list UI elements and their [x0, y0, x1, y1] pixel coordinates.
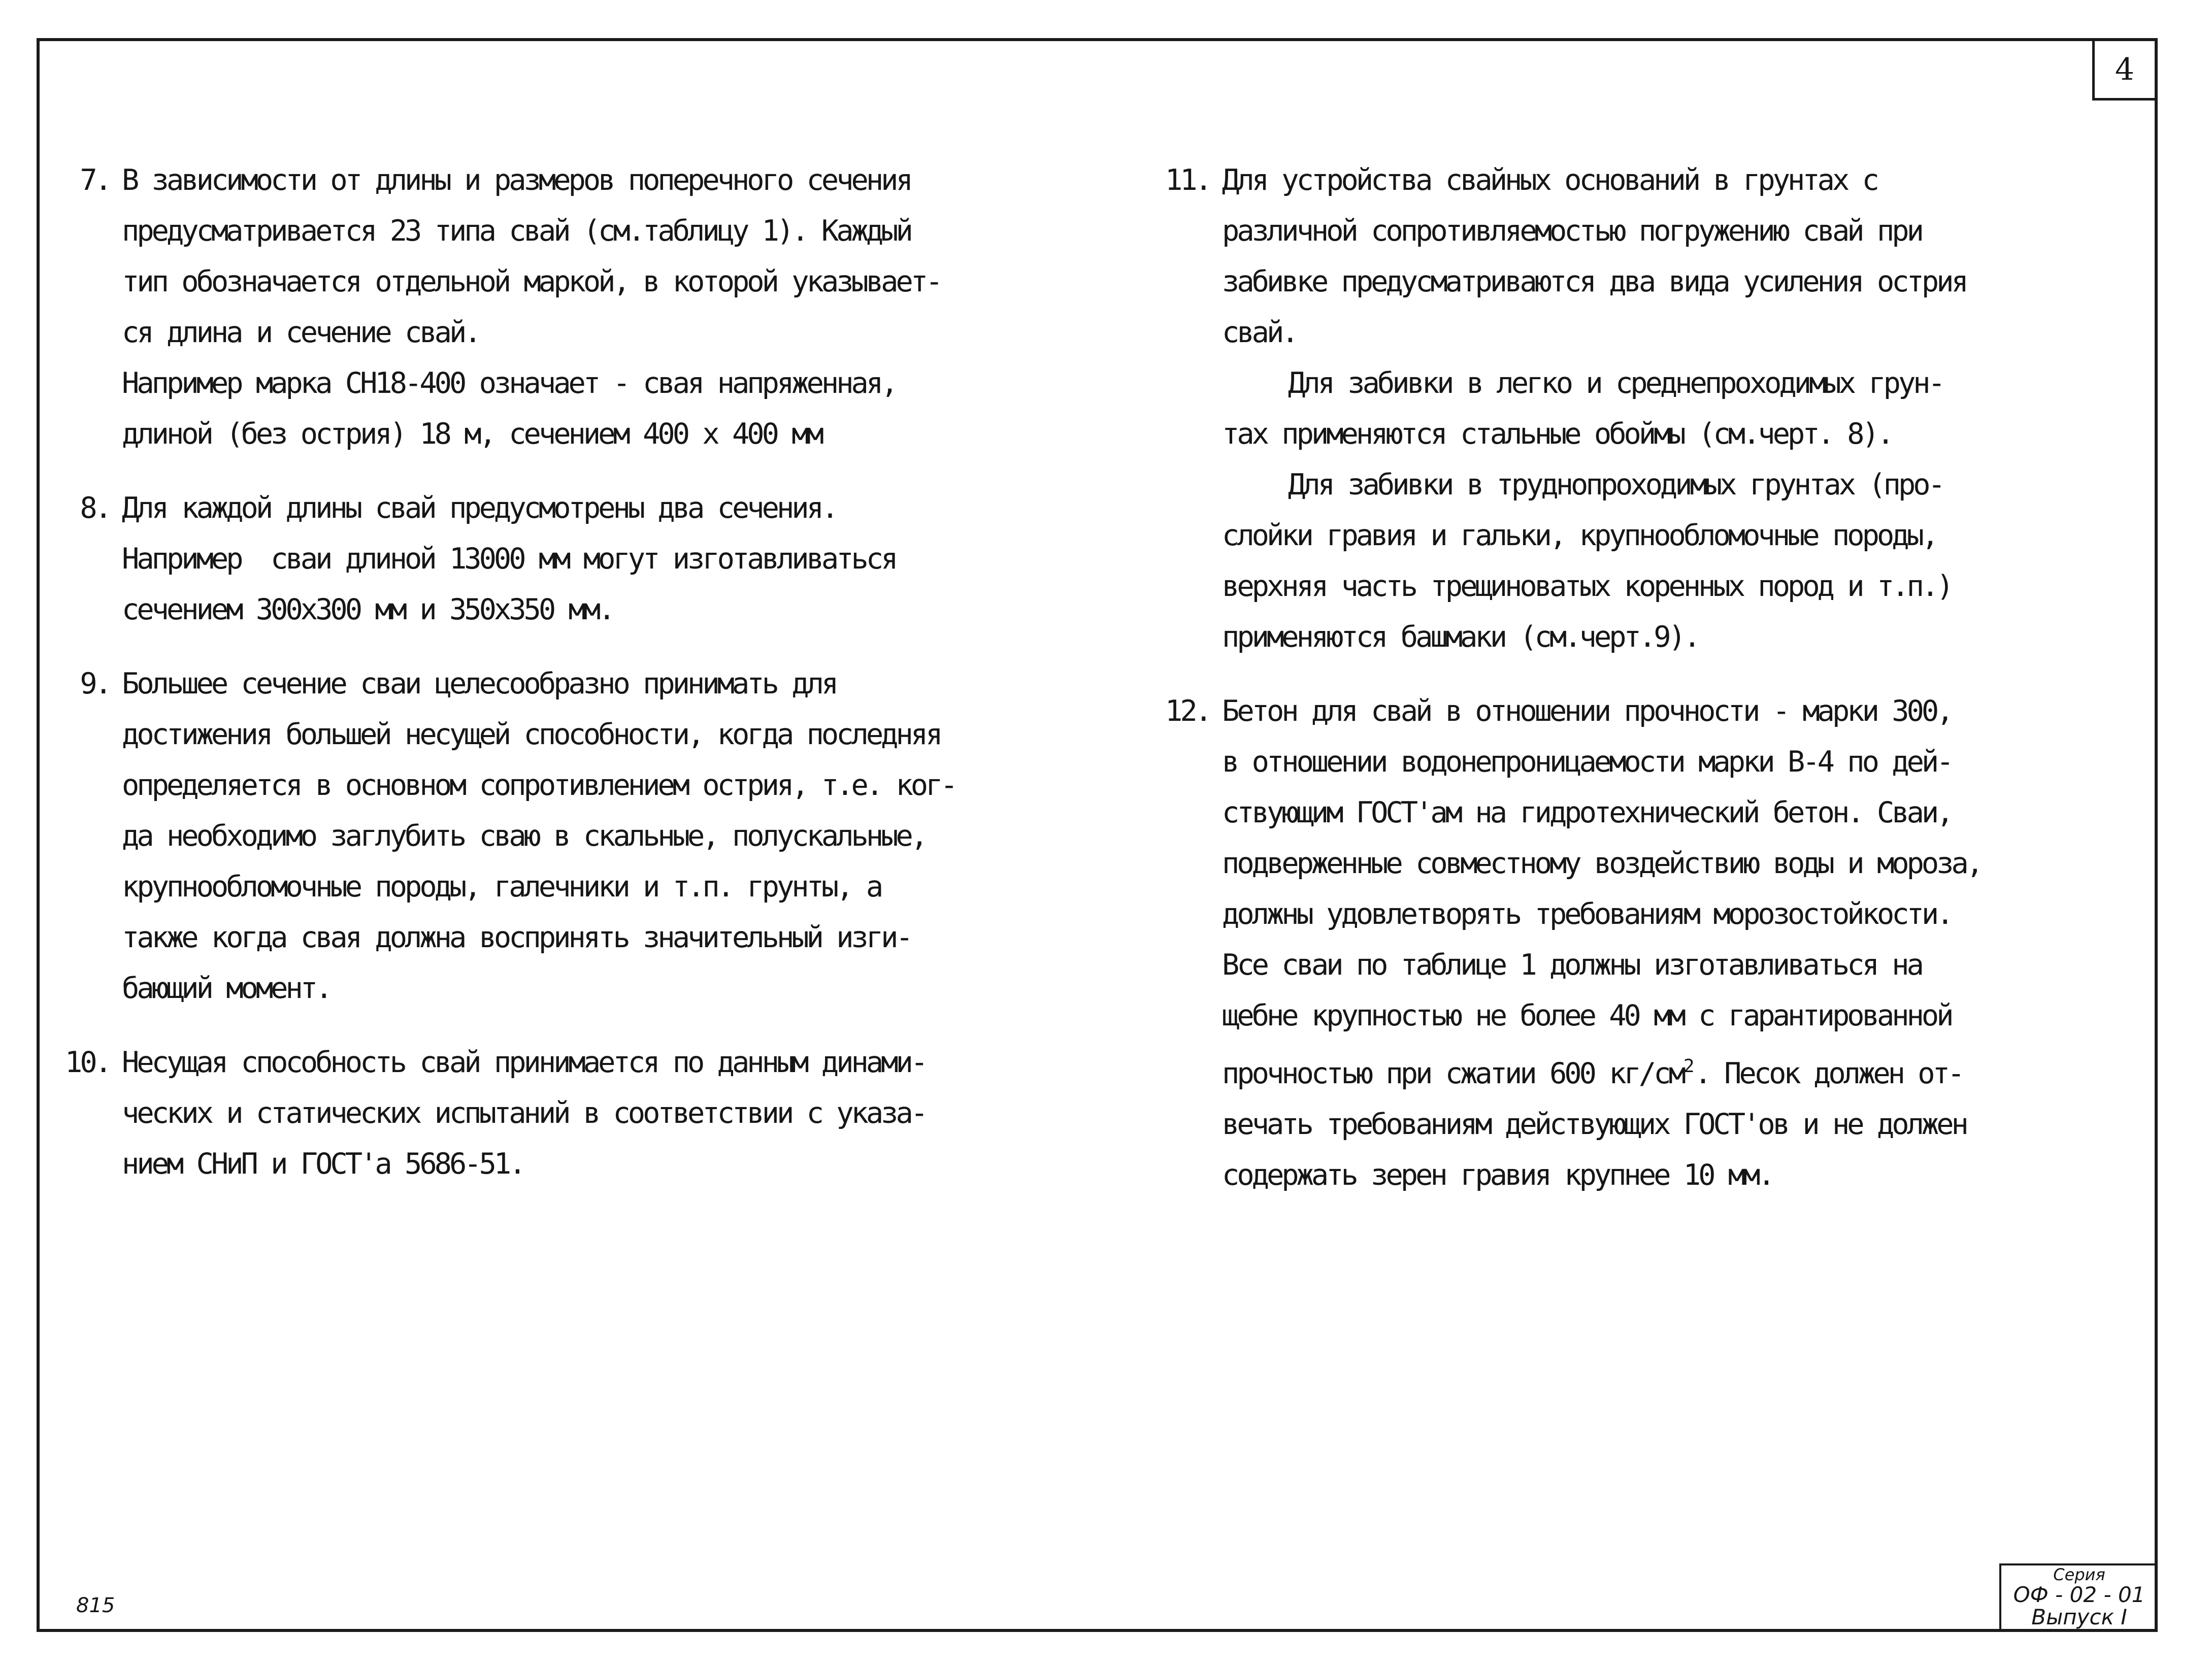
text-line: нием СНиП и ГОСТ'а 5686-51. — [122, 1147, 524, 1181]
list-item-11 — [1155, 155, 2150, 662]
text-line: бающий момент. — [122, 972, 331, 1005]
stamp-series-code: ОФ - 02 - 01 — [2013, 1582, 2145, 1607]
list-item — [55, 658, 1121, 1014]
unit-exponent: 2 — [1683, 1056, 1695, 1077]
text-line: свай. — [1222, 316, 1297, 349]
text-line: Для забивки в труднопроходимых грунтах (про- — [1288, 468, 1943, 502]
text-line: различной сопротивляемостью погружению свай при — [1222, 214, 1922, 248]
left-column — [55, 155, 1121, 1213]
text-line: тип обозначается отдельной маркой, в которой указывает- — [122, 265, 941, 298]
text-line: ческих и статических испытаний в соответствии с указа- — [122, 1096, 926, 1130]
text-line: содержать зерен гравия крупнее 10 мм. — [1222, 1158, 1773, 1192]
text-line: Все сваи по таблице 1 должны изготавливаться на — [1222, 948, 1922, 982]
text-line: Например сваи длиной 13000 мм могут изготавливаться — [122, 542, 896, 576]
list-item-12 — [1155, 686, 2150, 1201]
item-11-paragraph-2 — [1222, 358, 2150, 459]
text-line: применяются башмаки (см.черт.9). — [1222, 620, 1699, 654]
item-number: 12. — [1165, 694, 1210, 728]
text-line: предусматривается 23 типа свай (см.таблицу 1). Каждый — [122, 214, 911, 248]
paragraph — [122, 483, 1121, 635]
list-item — [55, 1037, 1121, 1189]
text-line: верхняя часть трещиноватых коренных пород и т.п.) — [1222, 570, 1952, 603]
text-line: Бетон для свай в отношении прочности - марки 300, — [1222, 694, 1952, 728]
text-line: ся длина и сечение свай. — [122, 316, 479, 349]
text-line: крупнообломочные породы, галечники и т.п. грунты, а — [122, 870, 881, 904]
paragraph — [122, 358, 1121, 459]
item-number: 11. — [1165, 163, 1210, 197]
text-line: слойки гравия и гальки, крупнообломочные породы, — [1222, 519, 1937, 552]
text-line: сечением 300x300 мм и 350x350 мм. — [122, 593, 613, 626]
text-line: ствующим ГОСТ'ам на гидротехнический бетон. Сваи, — [1222, 796, 1952, 829]
series-stamp — [1999, 1563, 2157, 1629]
page-number: 4 — [2092, 41, 2155, 101]
text-line: Для каждой длины свай предусмотрены два сечения. — [122, 491, 837, 525]
text-line: в отношении водонепроницаемости марки В-4 по дей- — [1222, 745, 1952, 779]
strength-text-tail: . Песок должен от- — [1694, 1057, 1963, 1090]
item-number: 10. — [65, 1046, 110, 1079]
text-line: Большее сечение сваи целесообразно принимать для — [122, 667, 837, 701]
text-line: подверженные совместному воздействию воды и мороза, — [1222, 847, 1982, 880]
text-line: вечать требованиям действующих ГОСТ'ов и не должен — [1222, 1108, 1966, 1141]
text-line: Для забивки в легко и среднепроходимых грун- — [1288, 366, 1943, 400]
text-line: Например марка СН18-400 означает - свая напряженная, — [122, 366, 896, 400]
stamp-issue: Выпуск I — [2031, 1605, 2127, 1629]
text-line: достижения большей несущей способности, когда последняя — [122, 718, 941, 751]
right-column — [1155, 155, 2150, 1224]
item-11-paragraph-3 — [1222, 459, 2150, 662]
text-line: забивке предусматриваются два вида усиления острия — [1222, 265, 1966, 298]
text-line: длиной (без острия) 18 м, сечением 400 x 400 мм — [122, 417, 821, 451]
margin-note: 815 — [76, 1594, 115, 1617]
strength-text: прочностью при сжатии 600 кг/см — [1222, 1057, 1683, 1090]
item-number: 8. — [80, 491, 110, 525]
item-number: 9. — [80, 667, 110, 701]
text-line: Для устройства свайных оснований в грунтах с — [1222, 163, 1877, 197]
text-line-strength — [1222, 1041, 2150, 1099]
text-line: также когда свая должна воспринять значительный изги- — [122, 921, 911, 954]
list-item — [55, 155, 1121, 459]
paragraph — [122, 1037, 1121, 1189]
paragraph — [122, 155, 1121, 358]
text-line: Несущая способность свай принимается по данным динами- — [122, 1046, 926, 1079]
item-11-paragraph-1 — [1222, 155, 2150, 358]
list-item — [55, 483, 1121, 635]
stamp-series-label: Серия — [2053, 1565, 2105, 1584]
item-number: 7. — [80, 163, 110, 197]
text-line: определяется в основном сопротивлением острия, т.е. ког- — [122, 769, 955, 802]
text-line: В зависимости от длины и размеров поперечного сечения — [122, 163, 911, 197]
text-line: да необходимо заглубить сваю в скальные, полускальные, — [122, 819, 926, 853]
text-line: должны удовлетворять требованиям морозостойкости. — [1222, 897, 1952, 931]
text-line: щебне крупностью не более 40 мм с гарантированной — [1222, 999, 1952, 1032]
paragraph — [122, 658, 1121, 1014]
text-line: тах применяются стальные обоймы (см.черт. 8). — [1222, 417, 1892, 451]
